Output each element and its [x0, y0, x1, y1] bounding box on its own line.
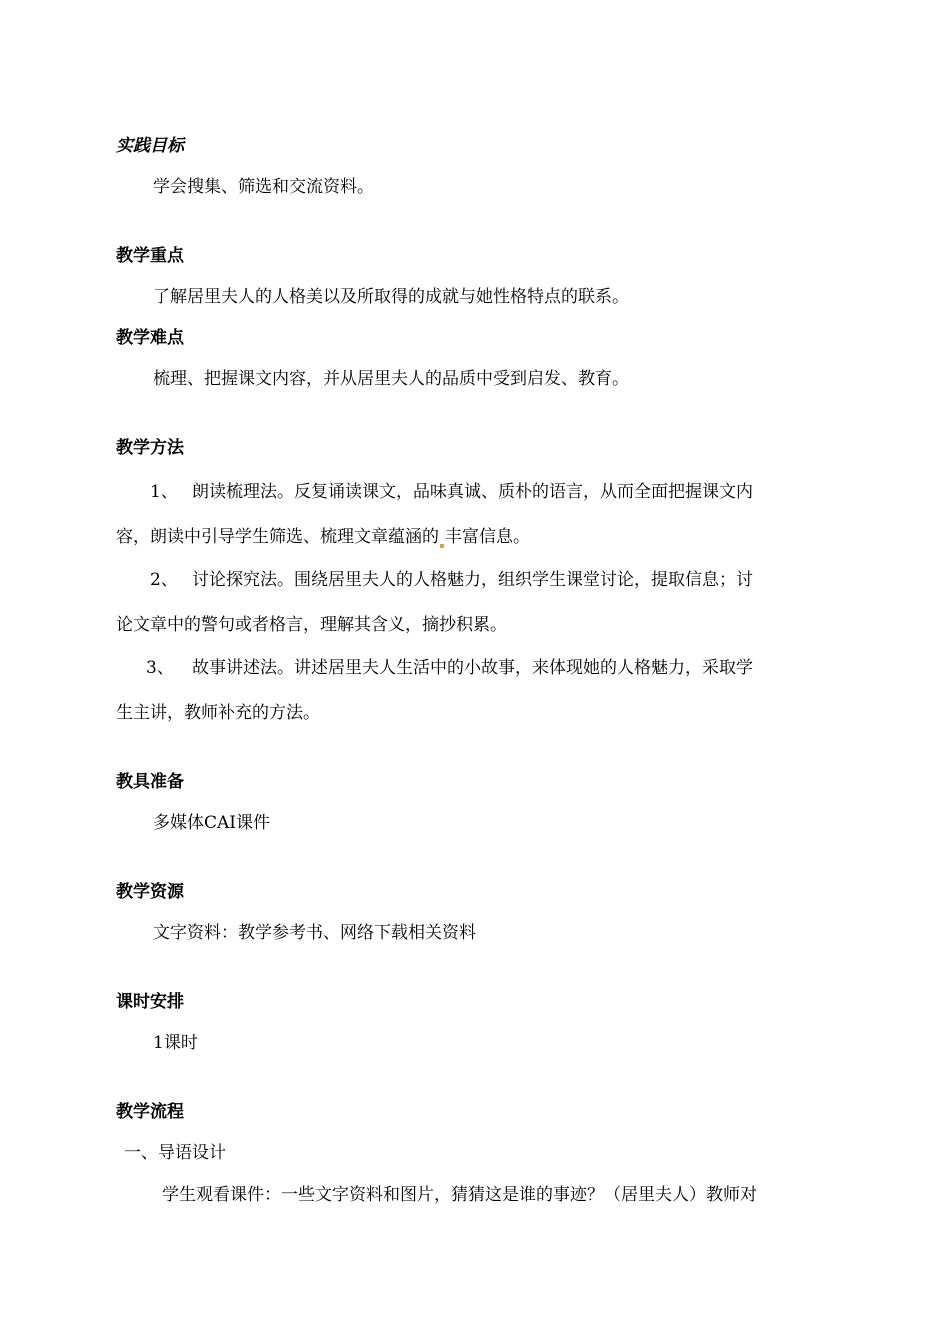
- method-1-line-1: 朗读梳理法。反复诵读课文，品味真诚、质朴的语言，从而全面把握课文内: [192, 482, 753, 502]
- process-heading: 教学流程: [116, 1102, 184, 1122]
- method-1-line-2a: 容，朗读中引导学生筛选、梳理文章蕴涵的: [116, 527, 439, 547]
- key-points-heading: 教学重点: [116, 246, 184, 266]
- practice-goal-heading: 实践目标: [116, 136, 184, 156]
- text-marker-icon: [440, 544, 444, 548]
- resources-text: 文字资料：教学参考书、网络下载相关资料: [153, 923, 476, 943]
- method-1-number: 1、: [150, 482, 178, 502]
- tools-heading: 教具准备: [116, 772, 184, 792]
- resources-heading: 教学资源: [116, 882, 184, 902]
- process-step-1-text: 学生观看课件：一些文字资料和图片，猜猜这是谁的事迹？（居里夫人）教师对: [162, 1185, 757, 1205]
- schedule-heading: 课时安排: [116, 992, 184, 1012]
- difficulties-text: 梳理、把握课文内容，并从居里夫人的品质中受到启发、教育。: [153, 369, 629, 389]
- process-step-1: 一、导语设计: [124, 1143, 226, 1163]
- difficulties-heading: 教学难点: [116, 328, 184, 348]
- method-2-line-2: 论文章中的警句或者格言，理解其含义，摘抄积累。: [116, 615, 507, 635]
- key-points-text: 了解居里夫人的人格美以及所取得的成就与她性格特点的联系。: [153, 287, 629, 307]
- methods-heading: 教学方法: [116, 438, 184, 458]
- method-1-line-2b: 丰富信息。: [445, 527, 530, 547]
- method-3-number: 3、: [146, 658, 174, 678]
- method-3-line-2: 生主讲，教师补充的方法。: [116, 703, 320, 723]
- method-2-line-1: 讨论探究法。围绕居里夫人的人格魅力，组织学生课堂讨论，提取信息；讨: [192, 570, 753, 590]
- method-2-number: 2、: [150, 570, 178, 590]
- tools-text: 多媒体CAI课件: [153, 813, 270, 833]
- method-1-line-2: [116, 526, 530, 548]
- schedule-text: 1课时: [153, 1033, 198, 1053]
- practice-goal-text: 学会搜集、筛选和交流资料。: [153, 177, 374, 197]
- method-3-line-1: 故事讲述法。讲述居里夫人生活中的小故事，来体现她的人格魅力，采取学: [192, 658, 753, 678]
